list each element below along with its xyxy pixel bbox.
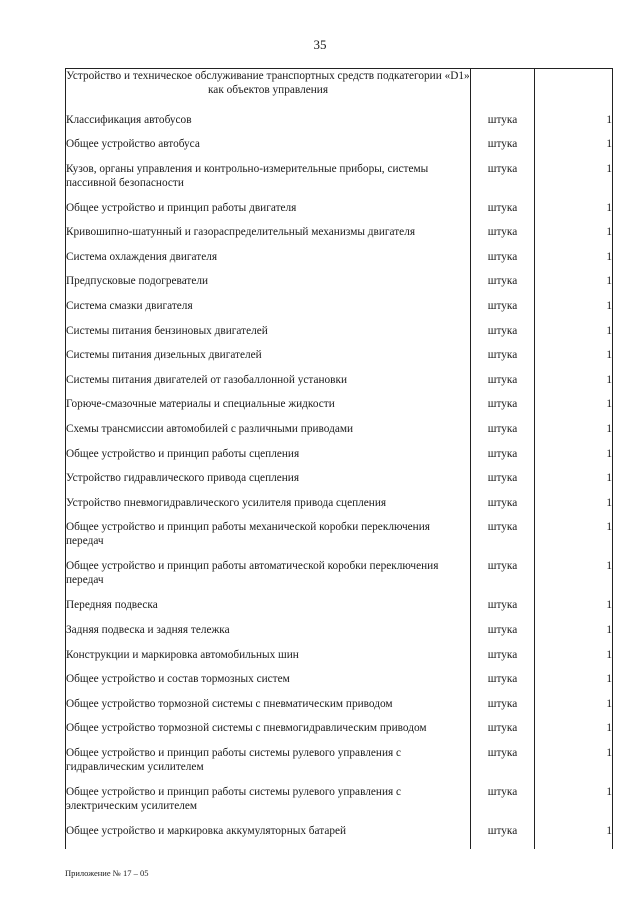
row-unit: штука	[471, 274, 535, 299]
row-title: Конструкции и маркировка автомобильных шин	[66, 648, 471, 673]
table-row	[66, 559, 613, 598]
row-quantity: 1	[535, 225, 613, 250]
row-unit: штука	[471, 520, 535, 559]
table-row	[66, 373, 613, 398]
table-row	[66, 623, 613, 648]
row-unit: штука	[471, 746, 535, 785]
section-qty-cell	[535, 69, 613, 113]
row-quantity: 1	[535, 785, 613, 824]
row-unit: штука	[471, 471, 535, 496]
row-unit: штука	[471, 824, 535, 849]
section-header-row	[66, 69, 613, 113]
row-unit: штука	[471, 648, 535, 673]
row-quantity: 1	[535, 274, 613, 299]
row-quantity: 1	[535, 201, 613, 226]
row-quantity: 1	[535, 672, 613, 697]
table-row	[66, 225, 613, 250]
row-quantity: 1	[535, 162, 613, 201]
row-unit: штука	[471, 697, 535, 722]
row-quantity: 1	[535, 598, 613, 623]
table-row	[66, 672, 613, 697]
row-title: Системы питания дизельных двигателей	[66, 348, 471, 373]
table-row	[66, 648, 613, 673]
table-row	[66, 496, 613, 521]
row-unit: штука	[471, 785, 535, 824]
row-title: Общее устройство и принцип работы механической коробки переключения передач	[66, 520, 471, 559]
table-row	[66, 137, 613, 162]
row-quantity: 1	[535, 648, 613, 673]
footer-note: Приложение № 17 – 05	[65, 868, 149, 878]
table-row	[66, 824, 613, 849]
row-unit: штука	[471, 324, 535, 349]
row-title: Системы питания двигателей от газобаллонной установки	[66, 373, 471, 398]
row-title: Классификация автобусов	[66, 113, 471, 138]
row-quantity: 1	[535, 520, 613, 559]
row-title: Общее устройство и состав тормозных систем	[66, 672, 471, 697]
row-title: Общее устройство тормозной системы с пневматическим приводом	[66, 697, 471, 722]
table-row	[66, 250, 613, 275]
row-quantity: 1	[535, 113, 613, 138]
row-title: Устройство гидравлического привода сцепления	[66, 471, 471, 496]
row-quantity: 1	[535, 824, 613, 849]
row-title: Общее устройство и принцип работы автоматической коробки переключения передач	[66, 559, 471, 598]
row-quantity: 1	[535, 250, 613, 275]
table-row	[66, 397, 613, 422]
row-title: Общее устройство и принцип работы системы рулевого управления с гидравлическим усилителем	[66, 746, 471, 785]
row-quantity: 1	[535, 471, 613, 496]
row-quantity: 1	[535, 373, 613, 398]
page-number: 35	[313, 37, 327, 52]
row-unit: штука	[471, 299, 535, 324]
section-title: Устройство и техническое обслуживание транспортных средств подкатегории «D1» как объектов управления	[66, 69, 471, 113]
row-unit: штука	[471, 373, 535, 398]
row-unit: штука	[471, 721, 535, 746]
row-quantity: 1	[535, 299, 613, 324]
row-quantity: 1	[535, 623, 613, 648]
table-row	[66, 721, 613, 746]
row-title: Общее устройство тормозной системы с пневмогидравлическим приводом	[66, 721, 471, 746]
row-title: Устройство пневмогидравлического усилителя привода сцепления	[66, 496, 471, 521]
row-title: Общее устройство автобуса	[66, 137, 471, 162]
row-quantity: 1	[535, 746, 613, 785]
row-unit: штука	[471, 672, 535, 697]
row-title: Системы питания бензиновых двигателей	[66, 324, 471, 349]
table-row	[66, 348, 613, 373]
table-row	[66, 471, 613, 496]
row-unit: штука	[471, 623, 535, 648]
row-unit: штука	[471, 201, 535, 226]
table-row	[66, 785, 613, 824]
row-quantity: 1	[535, 397, 613, 422]
table-row	[66, 324, 613, 349]
row-title: Система охлаждения двигателя	[66, 250, 471, 275]
table-row	[66, 422, 613, 447]
row-quantity: 1	[535, 721, 613, 746]
row-title: Передняя подвеска	[66, 598, 471, 623]
row-quantity: 1	[535, 422, 613, 447]
row-unit: штука	[471, 137, 535, 162]
row-unit: штука	[471, 422, 535, 447]
row-unit: штука	[471, 162, 535, 201]
row-quantity: 1	[535, 348, 613, 373]
table-row	[66, 746, 613, 785]
row-title: Общее устройство и маркировка аккумуляторных батарей	[66, 824, 471, 849]
table-row	[66, 697, 613, 722]
table-row	[66, 598, 613, 623]
row-quantity: 1	[535, 496, 613, 521]
table-row	[66, 274, 613, 299]
table-row	[66, 162, 613, 201]
row-unit: штука	[471, 598, 535, 623]
row-unit: штука	[471, 496, 535, 521]
row-title: Схемы трансмиссии автомобилей с различными приводами	[66, 422, 471, 447]
row-unit: штука	[471, 348, 535, 373]
table-row	[66, 113, 613, 138]
row-unit: штука	[471, 397, 535, 422]
row-unit: штука	[471, 447, 535, 472]
table-row	[66, 201, 613, 226]
row-title: Система смазки двигателя	[66, 299, 471, 324]
row-quantity: 1	[535, 697, 613, 722]
row-unit: штука	[471, 250, 535, 275]
row-title: Кривошипно-шатунный и газораспределительный механизмы двигателя	[66, 225, 471, 250]
row-title: Общее устройство и принцип работы двигателя	[66, 201, 471, 226]
row-unit: штука	[471, 113, 535, 138]
equipment-table	[65, 68, 613, 849]
row-title: Предпусковые подогреватели	[66, 274, 471, 299]
section-unit-cell	[471, 69, 535, 113]
row-title: Кузов, органы управления и контрольно-измерительные приборы, системы пассивной безопасности	[66, 162, 471, 201]
row-title: Общее устройство и принцип работы системы рулевого управления с электрическим усилителем	[66, 785, 471, 824]
table-row	[66, 520, 613, 559]
row-quantity: 1	[535, 324, 613, 349]
table-row	[66, 447, 613, 472]
row-title: Задняя подвеска и задняя тележка	[66, 623, 471, 648]
row-quantity: 1	[535, 137, 613, 162]
row-quantity: 1	[535, 447, 613, 472]
row-unit: штука	[471, 559, 535, 598]
row-title: Горюче-смазочные материалы и специальные жидкости	[66, 397, 471, 422]
table-row	[66, 299, 613, 324]
row-title: Общее устройство и принцип работы сцепления	[66, 447, 471, 472]
row-quantity: 1	[535, 559, 613, 598]
row-unit: штука	[471, 225, 535, 250]
